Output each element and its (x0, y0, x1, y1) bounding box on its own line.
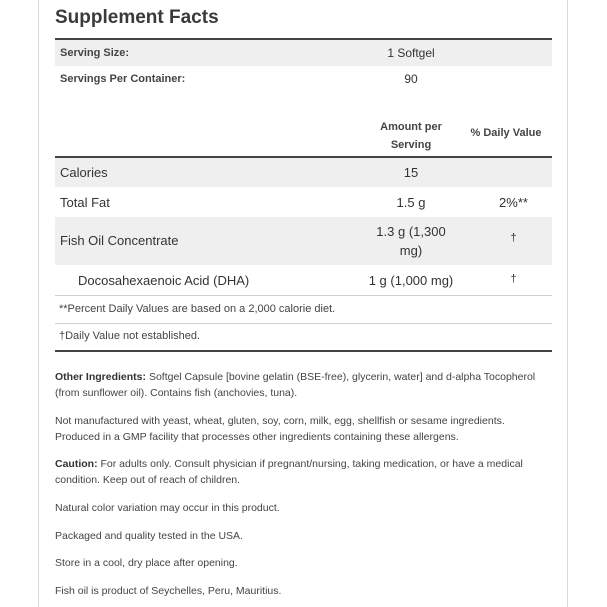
footnote-divider (55, 323, 552, 324)
nutrient-dv: † (510, 273, 517, 285)
nutrient-amount (351, 222, 471, 260)
color-variation-note: Natural color variation may occur in this product. (55, 502, 280, 514)
nutrient-row-dha (55, 265, 552, 295)
nutrient-amount: 1.5 g (396, 195, 426, 210)
daily-value-header: % Daily Value (470, 127, 542, 139)
serving-size-value: 1 Softgel (387, 46, 435, 60)
nutrient-name: Docosahexaenoic Acid (DHA) (78, 273, 250, 288)
supplement-facts-title: Supplement Facts (55, 7, 219, 28)
not-established-footnote: †Daily Value not established. (59, 330, 201, 342)
serving-size-row (55, 40, 552, 66)
serving-size-label: Serving Size: (60, 47, 130, 59)
nutrient-amount: 15 (403, 165, 419, 180)
other-ingredients-text: Softgel Capsule [bovine gelatin (BSE-free), glycerin, water] and d-alpha Tocopherol (from sunflower oil). Contains fish (anchovies, tuna). (55, 371, 536, 399)
column-header-row (55, 112, 552, 156)
nutrient-name: Fish Oil Concentrate (60, 233, 179, 248)
row-divider (55, 295, 552, 296)
packaged-note: Packaged and quality tested in the USA. (55, 530, 243, 542)
percent-dv-footnote: **Percent Daily Values are based on a 2,000 calorie diet. (59, 303, 336, 315)
storage-note: Store in a cool, dry place after opening. (55, 557, 238, 569)
nutrient-row-fish-oil (55, 217, 552, 265)
bottom-rule (55, 350, 552, 352)
origin-note: Fish oil is product of Seychelles, Peru, Mauritius. (55, 585, 282, 597)
nutrient-row-calories (55, 158, 552, 187)
servings-per-container-row (55, 66, 552, 92)
nutrient-row-total-fat (55, 187, 552, 217)
caution (55, 456, 552, 488)
nutrient-amount: 1 g (1,000 mg) (368, 273, 454, 288)
amount-per-serving-header (351, 118, 471, 154)
nutrient-name: Total Fat (60, 195, 110, 210)
amount-header-line1: Amount per (380, 121, 442, 133)
caution-label: Caution: (55, 458, 98, 470)
nutrient-dv: 2%** (499, 195, 528, 210)
nutrient-name: Calories (60, 165, 108, 180)
allergen-statement: Not manufactured with yeast, wheat, gluten, soy, corn, milk, egg, shellfish or sesame ingredients. Produced in a GMP facility that processes other ingredients containing these allergens. (55, 415, 505, 443)
nutrient-dv: † (510, 232, 517, 244)
servings-per-container-value: 90 (404, 72, 418, 86)
other-ingredients (55, 369, 552, 401)
nutrient-amount-line2: mg) (399, 243, 423, 258)
other-ingredients-label: Other Ingredients: (55, 371, 147, 383)
amount-header-line2: Serving (390, 139, 432, 151)
nutrient-amount-line1: 1.3 g (1,300 (376, 224, 446, 239)
servings-per-container-label: Servings Per Container: (60, 73, 186, 85)
caution-text: For adults only. Consult physician if pregnant/nursing, taking medication, or have a medical condition. Keep out of reach of children. (55, 458, 523, 486)
